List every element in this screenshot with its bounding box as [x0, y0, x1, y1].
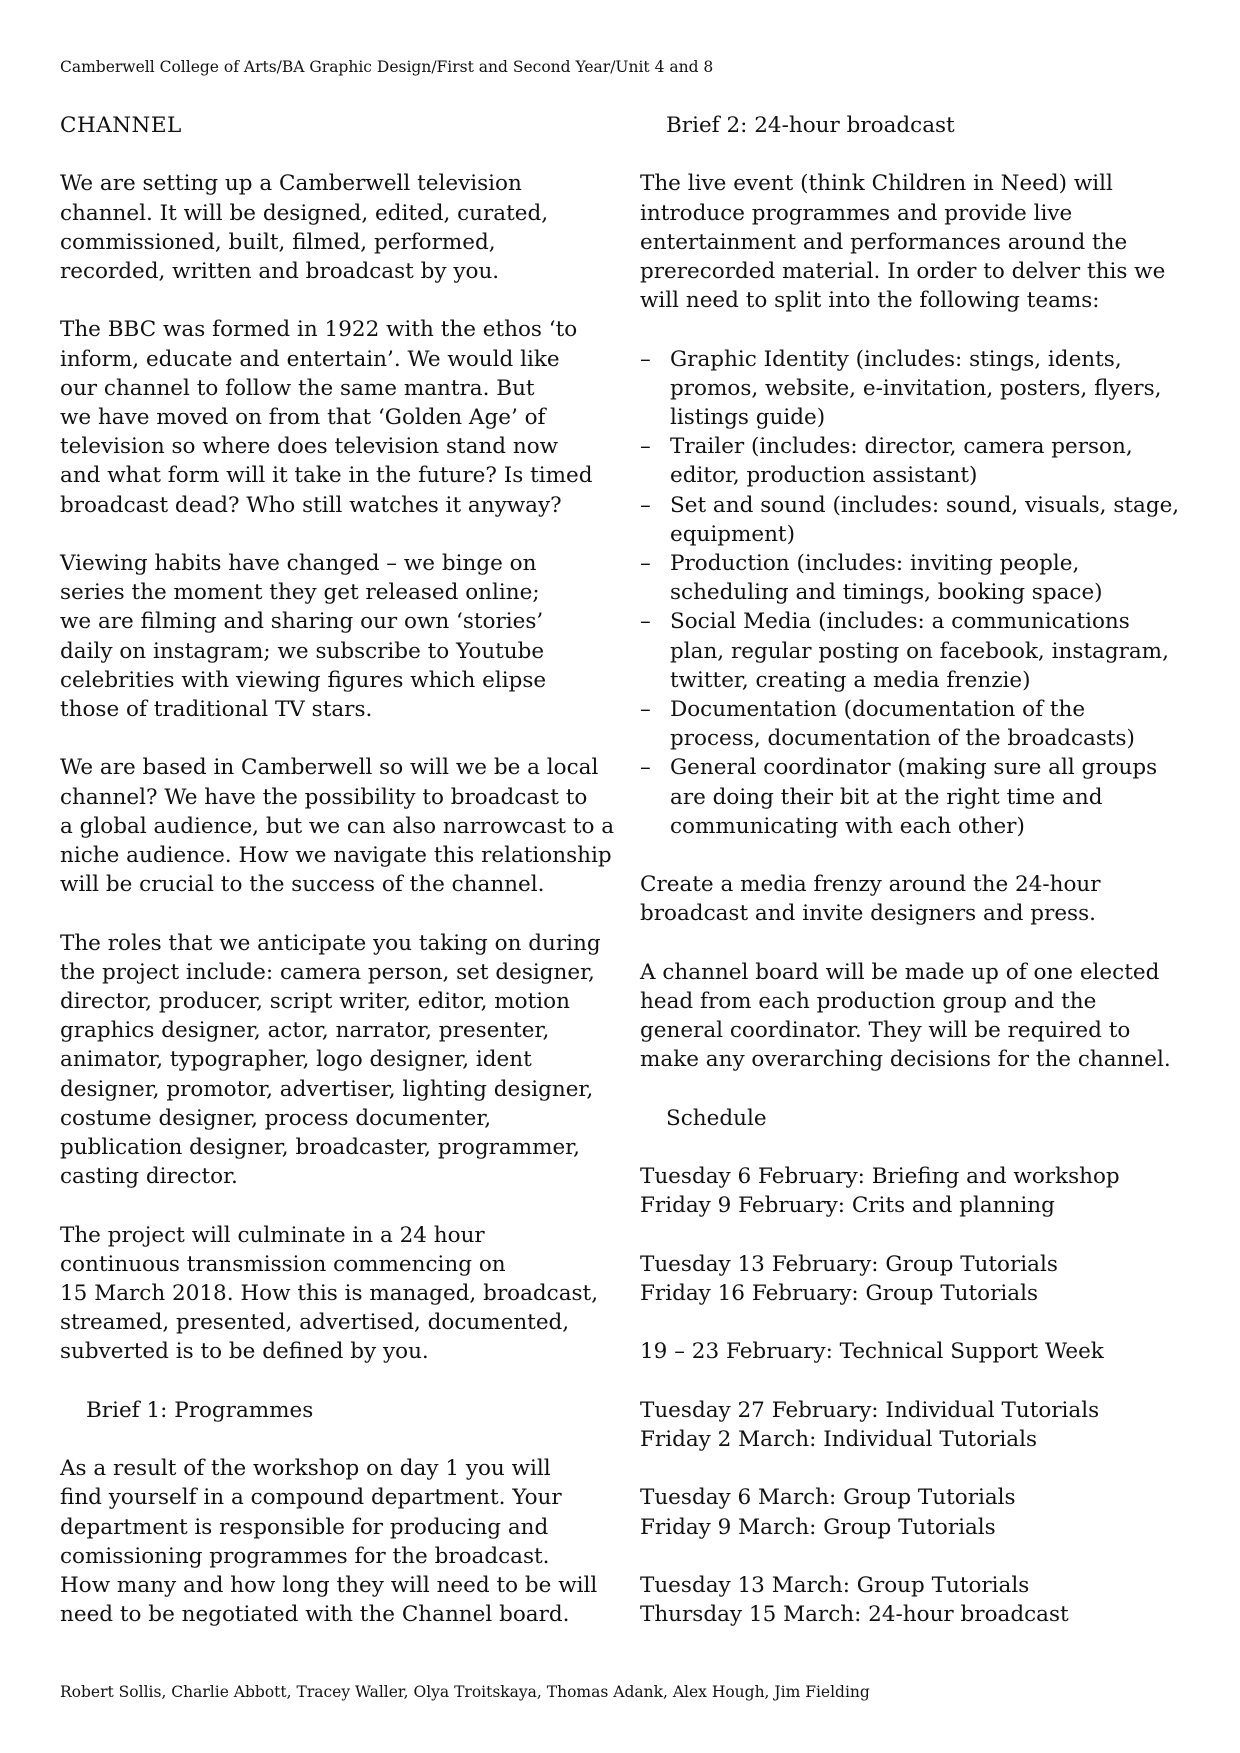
right-column	[640, 111, 1200, 1659]
brief1-paragraph: As a result of the workshop on day 1 you will find yourself in a compound department. Your department is responsible for producing and comissioning programmes for the broadcast. How many and how long they will need to be will need to be negotiated with the Channel board.	[60, 1456, 598, 1628]
channel-board-paragraph: A channel board will be made up of one elected head from each production group and the general coordinator. They will be required to make any overarching decisions for the channel.	[640, 959, 1171, 1073]
intro-paragraph: We are setting up a Camberwell television channel. It will be designed, edited, curated, commissioned, built, filmed, performed, recorded, written and broadcast by you.	[60, 171, 549, 284]
dash-marker: –	[640, 434, 651, 460]
schedule-entry: Friday 9 March: Group Tutorials	[640, 1514, 996, 1540]
dash-marker: –	[640, 697, 651, 723]
local-channel-paragraph: We are based in Camberwell so will we be a local channel? We have the possibility to broadcast to a global audience, but we can also narrowcast to a niche audience. How we navigate this relationship will be crucial to the success of the channel.	[60, 755, 615, 898]
team-text: General coordinator (making sure all groups are doing their bit at the right time and communicating with each other)	[670, 755, 1158, 839]
media-frenzy-paragraph: Create a media frenzy around the 24-hour broadcast and invite designers and press.	[640, 872, 1101, 927]
live-event-paragraph: The live event (think Children in Need) will introduce programmes and provide live entertainment and performances around the prerecorded material. In order to delver this we will need to split into the following teams:	[640, 171, 1166, 314]
list-item	[640, 753, 1200, 841]
team-text: Social Media (includes: a communications plan, regular posting on facebook, instagram, twitter, creating a media frenzie)	[670, 609, 1169, 693]
team-text: Set and sound (includes: sound, visuals, stage, equipment)	[670, 492, 1180, 547]
dash-marker: –	[640, 755, 651, 781]
schedule-entry: Tuesday 13 February: Group Tutorials	[640, 1251, 1058, 1277]
viewing-habits-paragraph: Viewing habits have changed – we binge on series the moment they get released online; we are filming and sharing our own ‘stories’ daily on instagram; we subscribe to Youtube celebrities with viewing figures which elipse those of traditional TV stars.	[60, 551, 547, 723]
teams-list	[640, 345, 1200, 841]
team-text: Graphic Identity (includes: stings, idents, promos, website, e-invitation, posters, flyers, listings guide)	[670, 346, 1162, 430]
schedule-entry: Thursday 15 March: 24-hour broadcast	[640, 1602, 1069, 1628]
dash-marker: –	[640, 346, 651, 372]
schedule-group	[640, 1162, 1200, 1220]
team-text: Production (includes: inviting people, scheduling and timings, booking space)	[670, 551, 1103, 606]
schedule-entry: 19 – 23 February: Technical Support Week	[640, 1339, 1104, 1365]
page-footer: Robert Sollis, Charlie Abbott, Tracey Waller, Olya Troitskaya, Thomas Adank, Alex Hough, Jim Fielding	[60, 1683, 870, 1701]
schedule-group	[640, 1250, 1200, 1308]
schedule-entry: Friday 2 March: Individual Tutorials	[640, 1427, 1038, 1452]
schedule-group	[640, 1396, 1200, 1454]
team-text: Trailer (includes: director, camera person, editor, production assistant)	[670, 434, 1133, 489]
list-item	[640, 491, 1200, 549]
team-text: Documentation (documentation of the process, documentation of the broadcasts)	[670, 697, 1135, 752]
schedule-entry: Friday 16 February: Group Tutorials	[640, 1281, 1038, 1307]
schedule-entry: Tuesday 13 March: Group Tutorials	[640, 1572, 1030, 1598]
dash-marker: –	[640, 492, 651, 518]
schedule-group	[640, 1571, 1200, 1629]
schedule-entry: Tuesday 6 February: Briefing and workshop	[640, 1164, 1120, 1190]
list-item	[640, 695, 1200, 753]
list-item	[640, 549, 1200, 607]
left-column	[60, 111, 620, 1659]
schedule-entry: Friday 9 February: Crits and planning	[640, 1193, 1055, 1219]
schedule-group	[640, 1483, 1200, 1541]
schedule-group	[640, 1337, 1200, 1366]
dash-marker: –	[640, 609, 651, 635]
bbc-paragraph: The BBC was formed in 1922 with the ethos ‘to inform, educate and entertain’. We would like our channel to follow the same mantra. But we have moved on from that ‘Golden Age’ of television so where does television stand now and what form will it take in the future? Is timed broadcast dead? Who still watches it anyway?	[60, 317, 593, 518]
brief2-heading: Brief 2: 24-hour broadcast	[666, 113, 955, 138]
schedule-entry: Tuesday 6 March: Group Tutorials	[640, 1485, 1016, 1511]
schedule-entry: Tuesday 27 February: Individual Tutorials	[640, 1397, 1100, 1423]
schedule-heading: Schedule	[666, 1105, 767, 1131]
brief1-heading: Brief 1: Programmes	[86, 1397, 314, 1423]
list-item	[640, 607, 1200, 695]
transmission-paragraph: The project will culminate in a 24 hour continuous transmission commencing on 15 March 2018. How this is managed, broadcast, streamed, presented, advertised, documented, subverted is to be defined by you.	[60, 1222, 599, 1365]
document-title: CHANNEL	[60, 113, 182, 138]
dash-marker: –	[640, 551, 651, 577]
list-item	[640, 345, 1200, 433]
list-item	[640, 432, 1200, 490]
roles-paragraph: The roles that we anticipate you taking on during the project include: camera person, set designer, director, producer, script writer, editor, motion graphics designer, actor, narrator, presenter, animator, typographer, logo designer, ident designer, promotor, advertiser, lighting designer, costume designer, process documenter, publication designer, broadcaster, programmer, casting director.	[60, 930, 601, 1190]
page-header: Camberwell College of Arts/BA Graphic Design/First and Second Year/Unit 4 and 8	[60, 58, 714, 76]
